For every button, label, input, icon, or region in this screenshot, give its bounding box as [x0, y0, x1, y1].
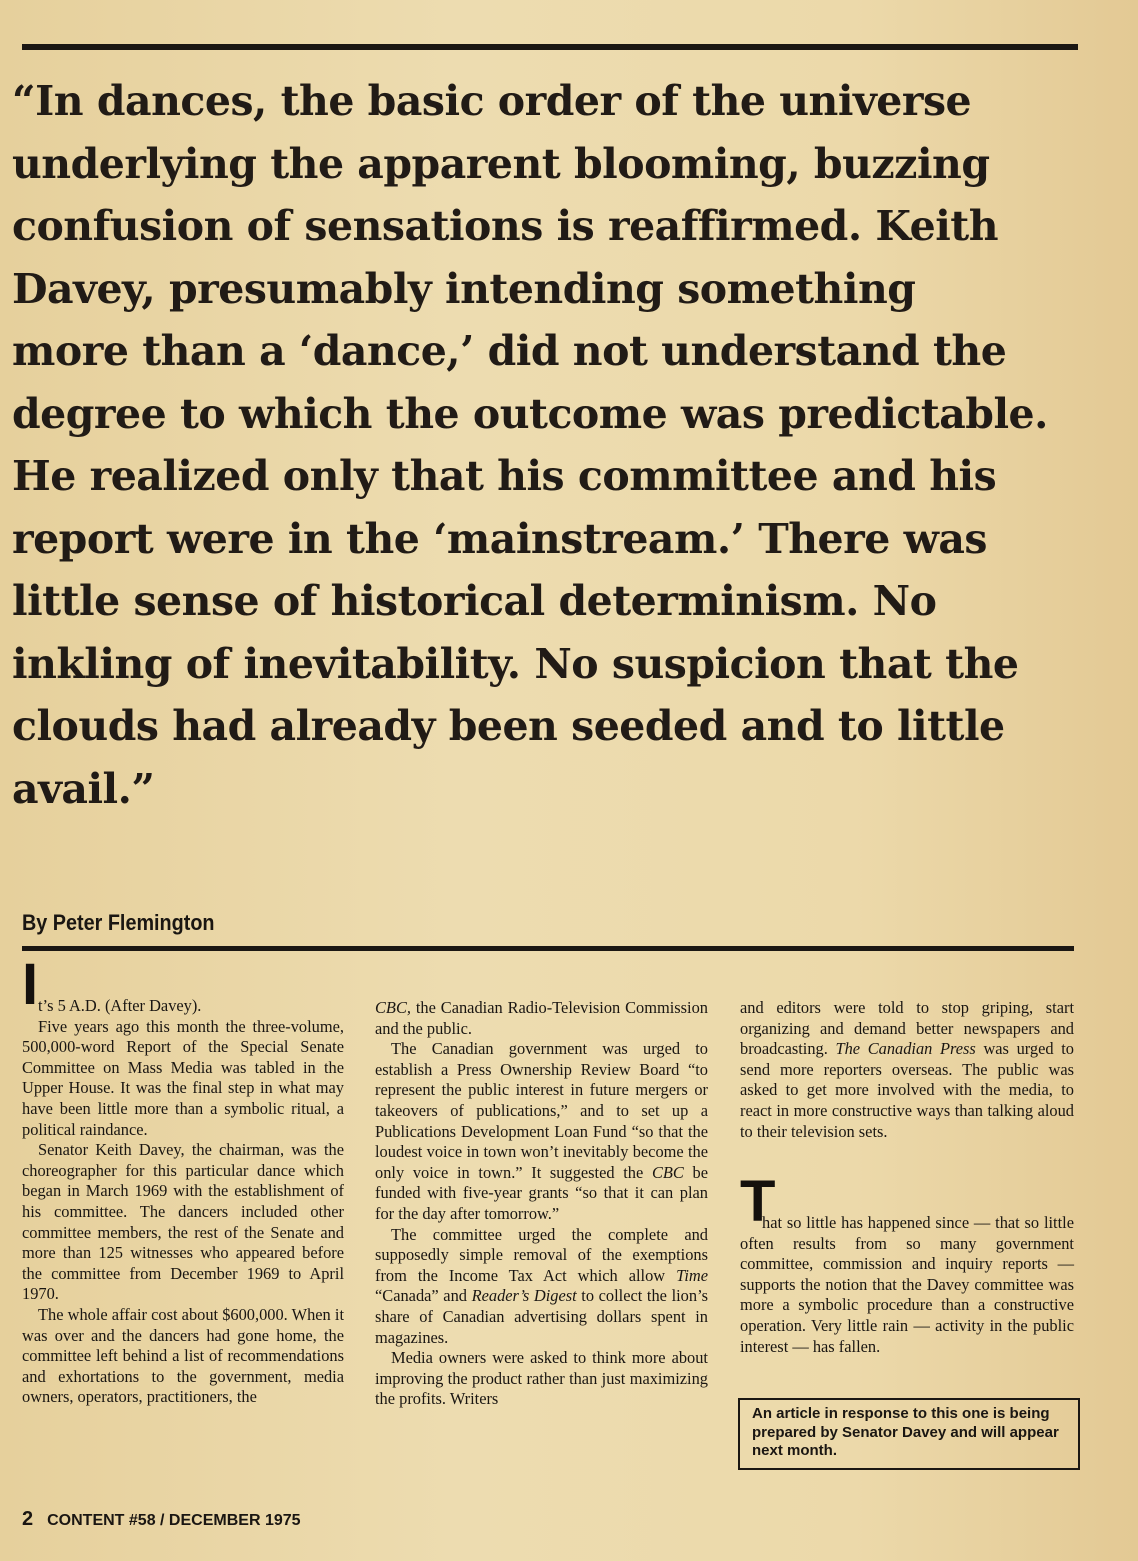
article-paragraph: CBC, the Canadian Radio-Television Commission and the public. [375, 998, 708, 1038]
article-paragraph: The whole affair cost about $600,000. When it was over and the dancers had gone home, the committee left behind a list of recommendations and exhortations to the government, media owners, operators, practitioners, the [22, 1304, 344, 1407]
editor-note-box: An article in response to this one is being prepared by Senator Davey and will appear next month. [738, 1398, 1080, 1470]
article-paragraph: t’s 5 A.D. (After Davey). [38, 996, 202, 1015]
publication-name: Reader’s Digest [471, 1286, 577, 1306]
pull-quote-line: Davey, presumably intending something [12, 264, 916, 313]
drop-cap: T [740, 1169, 776, 1234]
pull-quote-line: more than a ‘dance,’ did not understand the [12, 327, 1007, 375]
article-paragraph: Senator Keith Davey, the chairman, was the choreographer for this particular dance which began in March 1969 with the establishment of his committee. The dancers included other committee members, the rest of the Senate and more than 125 witnesses who appeared before the committee from December 1969 to April 1970. [22, 1140, 344, 1304]
pull-quote-line: inkling of inevitability. No suspicion that the [12, 639, 1019, 688]
pull-quote-line: confusion of sensations is reaffirmed. Keith [12, 202, 999, 250]
article-paragraph: The committee urged the complete and supposedly simple removal of the exemptions from the Income Tax Act which allow Time “Canada” and Reader’s Digest to collect the lion’s share of Canadian advertising dollars spent in magazines. [375, 1224, 709, 1347]
publication-name: CBC, [375, 998, 411, 1017]
article-paragraph: Media owners were asked to think more about improving the product rather than just maximizing the profits. Writers [375, 1348, 708, 1409]
article-paragraph: hat so little has happened since — that so little often results from so many government committee, commission and inquiry reports — supports the notion that the Davey committee was more a symbolic procedure than a constructive operation. Very little rain — activity in the public interest — has fallen. [740, 1213, 1074, 1356]
byline: By Peter Flemington [22, 910, 215, 935]
pull-quote-line: avail.” [12, 764, 155, 813]
article-paragraph: Five years ago this month the three-volume, 500,000-word Report of the Special Senate Committee on Mass Media was tabled in the Upper House. It was the final step in what may have been little more than a symbolic ritual, a political raindance. [22, 1016, 344, 1139]
article-paragraph: and editors were told to stop griping, start organizing and demand better newspapers and broadcasting. The Canadian Press was urged to send more reporters overseas. The public was asked to get more involved with the media, to react in more constructive ways than talking aloud to their television sets. [740, 998, 1074, 1141]
pull-quote-line: He realized only that his committee and his [12, 452, 997, 500]
publication-name: The Canadian Press [835, 1039, 976, 1059]
pull-quote-line: clouds had already been seeded and to little [12, 702, 1005, 750]
article-column-2 [375, 998, 708, 1410]
top-rule [22, 44, 1078, 50]
page-footer [22, 1508, 301, 1531]
publication-line: CONTENT #58 / DECEMBER 1975 [47, 1512, 301, 1529]
drop-cap: I [22, 952, 39, 1017]
pull-quote [12, 70, 1048, 820]
article-column-3 [740, 998, 1074, 1356]
publication-name: Time [676, 1265, 708, 1285]
article-column-1 [22, 996, 344, 1408]
article-paragraph: The Canadian government was urged to establish a Press Ownership Review Board “to represent the public interest in future mergers or takeovers of publications,” and to set up a Publications Development Loan Fund “so that the loudest voice in town won’t inevitably become the only voice in town.” It suggested the CBC be funded with five-year grants “so that it can plan for the day after tomorrow.” [375, 1039, 708, 1223]
pull-quote-line: report were in the ‘mainstream.’ There was [12, 514, 988, 563]
article-paragraph-group [740, 1213, 1074, 1357]
pull-quote-line: “In dances, the basic order of the universe [12, 77, 972, 125]
page-number: 2 [22, 1508, 34, 1530]
pull-quote-line: little sense of historical determinism. No [12, 577, 937, 625]
publication-name: CBC [651, 1162, 684, 1182]
pull-quote-line: underlying the apparent blooming, buzzing [12, 139, 990, 188]
pull-quote-line: degree to which the outcome was predictable. [12, 389, 1048, 438]
article-rule [22, 946, 1074, 951]
